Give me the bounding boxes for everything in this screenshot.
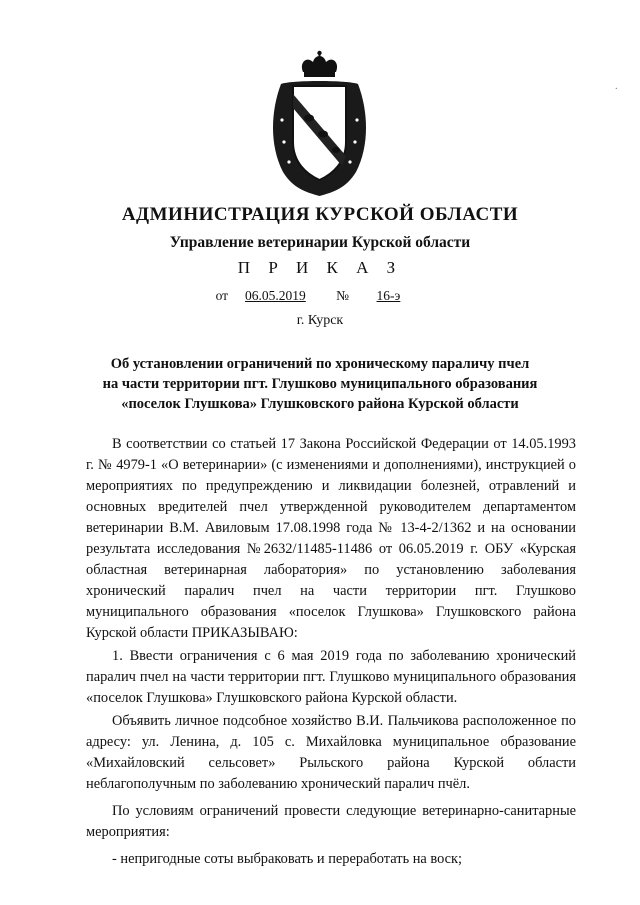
- preamble-paragraph: В соответствии со статьей 17 Закона Российской Федерации от 14.05.1993 г. № 4979-1 «О ветеринарии» (с изменениями и дополнениями), инструкцией о мероприятиях по предупреждению и ликвидации болезней, отравлений и основных вредителей пчел утвержденной руководителем департаментом ветеринарии В.М. Авиловым 17.08.1998 года № 13-4-2/1362 и на основании результата исследования №2632/11485-11486 от 06.05.2019 г. ОБУ «Курская областная ветеринарная лаборатория» по установлению заболевания хронический паралич пчел на части территории пгт. Глушково муниципального образования «поселок Глушкова» Глушковского района Курской области ПРИКАЗЫВАЮ:: [86, 436, 576, 641]
- order-body: [86, 434, 576, 870]
- scan-mark: ·: [614, 84, 618, 95]
- title-line: «поселок Глушкова» Глушковского района Курской области: [121, 396, 519, 412]
- title-line: Об установлении ограничений по хроническому параличу пчел: [110, 356, 530, 372]
- measures-paragraph: По условиям ограничений провести следующие ветеринарно-санитарные мероприятия:: [86, 803, 576, 840]
- kursk-coat-of-arms-icon: [263, 50, 376, 200]
- city: г. Курск: [296, 313, 344, 328]
- title-line: на части территории пгт. Глушково муниципального образования: [102, 376, 538, 392]
- order-date: 06.05.2019: [245, 288, 306, 303]
- order-heading: П Р И К А З: [237, 258, 403, 277]
- order-date-number-line: [0, 288, 640, 304]
- number-prefix: №: [336, 288, 350, 303]
- measure-item: - непригодные соты выбраковать и переработать на воск;: [112, 851, 463, 867]
- date-prefix: от: [215, 288, 229, 303]
- farm-paragraph: Объявить личное подсобное хозяйство В.И. Пальчикова расположенное по адресу: ул. Ленина, д. 105 с. Михайловка муниципальное образование «Михайловский сельсовет» Рыльского района Курской области неблагополучным по заболеванию хронический паралич пчёл.: [86, 713, 576, 792]
- order-number: 16-э: [376, 288, 401, 303]
- item-1-paragraph: 1. Ввести ограничения с 6 мая 2019 года по заболеванию хронический паралич пчел на части территории пгт. Глушково муниципального образования «поселок Глушкова» Глушковского района Курской области.: [86, 648, 576, 706]
- order-title: [0, 354, 640, 414]
- department-heading: Управление ветеринарии Курской области: [169, 234, 471, 251]
- administration-heading: АДМИНИСТРАЦИЯ КУРСКОЙ ОБЛАСТИ: [121, 204, 519, 225]
